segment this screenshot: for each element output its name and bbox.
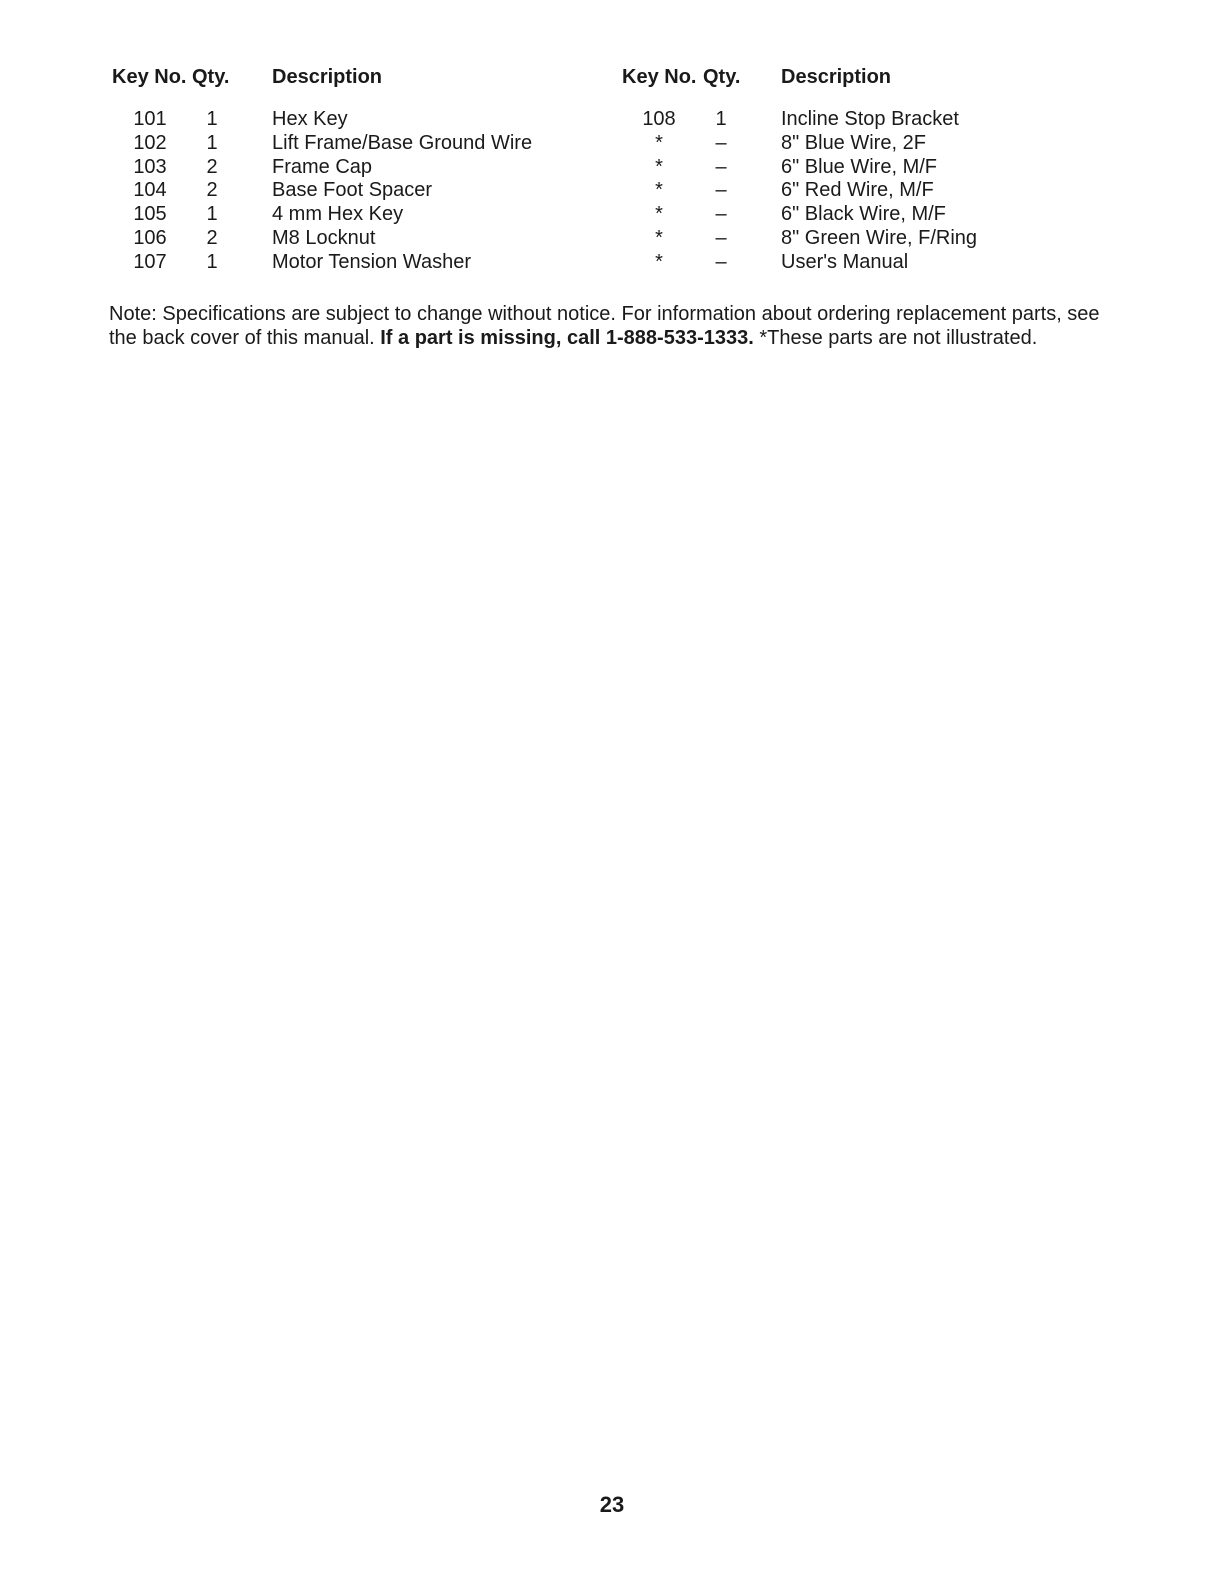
qty-cell: 2 xyxy=(206,155,218,178)
qty-cell: 1 xyxy=(206,131,218,154)
key-no-cell: 104 xyxy=(133,179,167,202)
qty-cell: 2 xyxy=(206,179,218,202)
qty-cell: 1 xyxy=(206,250,218,273)
note-text: Note: Specifications are subject to change without notice. For information about ordering replacement parts, see the back cover of this manual. xyxy=(109,303,1100,349)
key-no-cell: * xyxy=(655,179,663,202)
specifications-note xyxy=(109,302,1119,350)
key-no-cell: 108 xyxy=(642,108,676,130)
key-no-cell: * xyxy=(655,131,663,154)
description-cell: 4 mm Hex Key xyxy=(272,203,404,226)
description-header: Description xyxy=(272,66,383,88)
description-cell: 6" Blue Wire, M/F xyxy=(781,155,938,178)
description-cell: User's Manual xyxy=(781,250,909,273)
page-number: 23 xyxy=(599,1492,625,1517)
description-cell: Incline Stop Bracket xyxy=(781,108,959,130)
description-cell: Frame Cap xyxy=(272,155,373,178)
qty-cell: – xyxy=(715,226,727,249)
qty-cell: 1 xyxy=(715,108,727,130)
qty-cell: 1 xyxy=(206,108,218,130)
key-no-header: Key No. xyxy=(622,66,697,88)
description-cell: M8 Locknut xyxy=(272,226,376,249)
qty-cell: – xyxy=(715,179,727,202)
key-no-cell: * xyxy=(655,203,663,226)
key-no-cell: * xyxy=(655,226,663,249)
qty-header: Qty. xyxy=(192,66,230,88)
key-no-cell: 107 xyxy=(133,250,167,273)
description-cell: 6" Black Wire, M/F xyxy=(781,203,946,226)
key-no-cell: 101 xyxy=(133,108,167,130)
description-cell: Hex Key xyxy=(272,108,348,130)
key-no-cell: * xyxy=(655,155,663,178)
description-cell: 8" Green Wire, F/Ring xyxy=(781,226,978,249)
description-cell: Motor Tension Washer xyxy=(272,250,471,273)
key-no-cell: 106 xyxy=(133,226,167,249)
key-no-cell: 102 xyxy=(133,131,167,154)
description-cell: 8" Blue Wire, 2F xyxy=(781,131,926,154)
qty-cell: – xyxy=(715,250,727,273)
key-no-header: Key No. xyxy=(112,66,187,88)
qty-cell: 1 xyxy=(206,203,218,226)
description-cell: Lift Frame/Base Ground Wire xyxy=(272,131,533,154)
not-illustrated-note: *These parts are not illustrated. xyxy=(753,327,1038,349)
qty-cell: – xyxy=(715,131,727,154)
qty-cell: – xyxy=(715,203,727,226)
key-no-cell: 105 xyxy=(133,203,167,226)
key-no-cell: 103 xyxy=(133,155,167,178)
missing-part-phone-notice: If a part is missing, call 1-888-533-1333. xyxy=(380,327,754,349)
key-no-cell: * xyxy=(655,250,663,273)
qty-cell: 2 xyxy=(206,226,218,249)
qty-header: Qty. xyxy=(703,66,741,88)
description-header: Description xyxy=(781,66,892,88)
qty-cell: – xyxy=(715,155,727,178)
description-cell: 6" Red Wire, M/F xyxy=(781,179,934,202)
description-cell: Base Foot Spacer xyxy=(272,179,433,202)
